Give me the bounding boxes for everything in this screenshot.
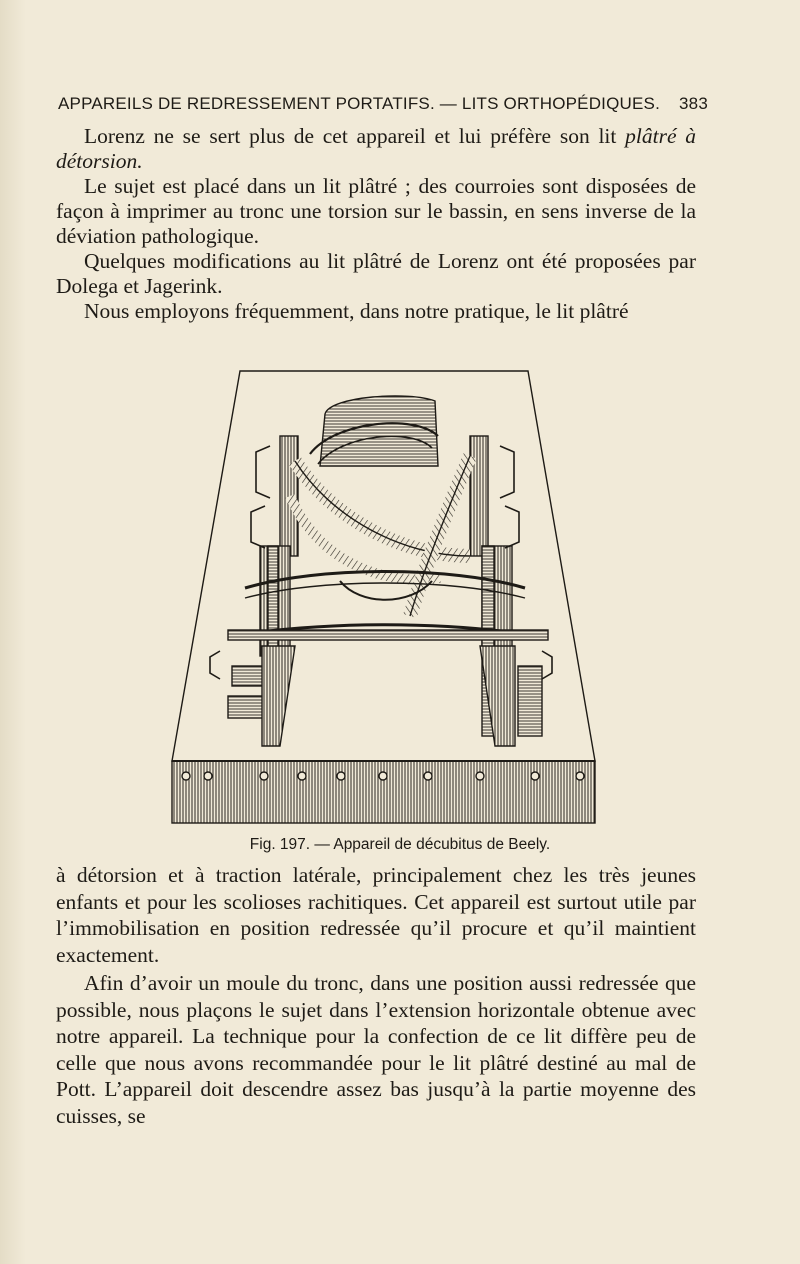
paragraph-modifications-text: Quelques modifications au lit plâtré de Lorenz ont été proposées par Dolega et Jagerink.: [56, 249, 696, 298]
running-head-title: APPAREILS DE REDRESSEMENT PORTATIFS. — LITS ORTHOPÉDIQUES.: [58, 94, 661, 113]
beely-apparatus-illustration: [170, 366, 600, 831]
paragraph-detorsion-text: à détorsion et à traction latérale, principalement chez les très jeunes enfants et pour les scolioses rachitiques. Cet appareil est surtout utile par l’immobilisation en position redressée qu’il procure et qu’il maintient exactement.: [56, 863, 696, 967]
paragraph-modifications: [56, 249, 696, 299]
figure-beely-apparatus: [170, 366, 600, 831]
paragraph-pratique-text: Nous employons fréquemment, dans notre pratique, le lit plâtré: [84, 299, 629, 323]
paragraph-lorenz-text: Lorenz ne se sert plus de cet appareil et lui préfère son lit: [84, 124, 626, 148]
paragraph-detorsion: [56, 862, 696, 968]
page-edge-shadow: [0, 0, 26, 1264]
paragraph-sujet-text: Le sujet est placé dans un lit plâtré ; des courroies sont disposées de façon à imprimer au tronc une torsion sur le bassin, en sens inverse de la déviation pathologique.: [56, 174, 696, 248]
paragraph-moule-text: Afin d’avoir un moule du tronc, dans une position aussi redressée que possible, nous plaçons le sujet dans l’extension horizontale obtenue avec notre appareil. La technique pour la confection de ce lit diffère peu de celle que nous avons recommandée pour le lit plâtré destiné au mal de Pott. L’appareil doit descendre assez bas jusqu’à la partie moyenne des cuisses, se: [56, 971, 696, 1128]
paragraph-pratique: [56, 299, 696, 324]
paragraph-lorenz: [56, 124, 696, 174]
paragraph-sujet: [56, 174, 696, 249]
page-number: 383: [679, 94, 708, 113]
paragraph-lorenz-italic: plâtré à détorsion.: [56, 124, 696, 173]
paragraph-moule: [56, 970, 696, 1129]
figure-caption: Fig. 197. — Appareil de décubitus de Beely.: [249, 836, 551, 853]
